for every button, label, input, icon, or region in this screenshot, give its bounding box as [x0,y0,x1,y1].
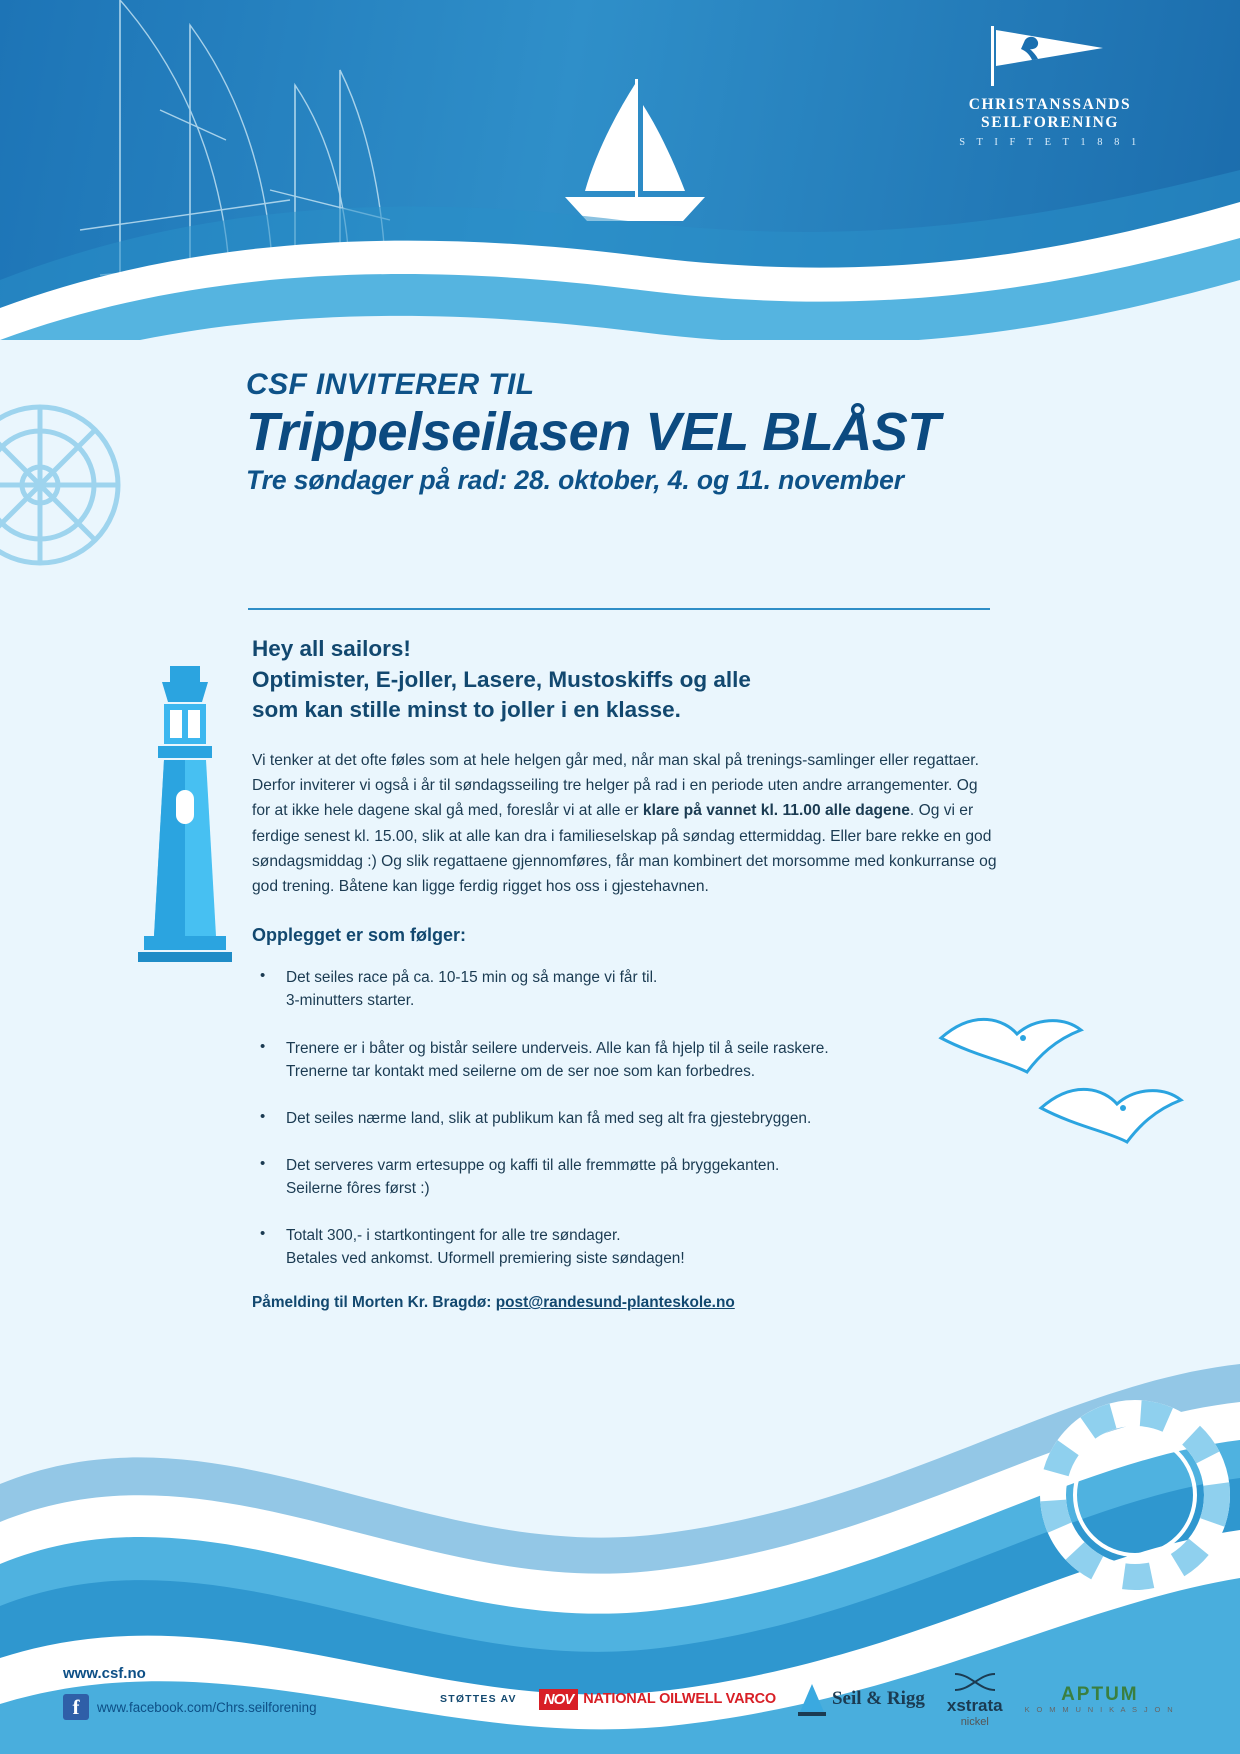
burgee-flag-icon [985,22,1115,90]
website-link[interactable]: www.csf.no [63,1665,146,1682]
signup-label: Påmelding til Morten Kr. Bragdø: [252,1294,496,1312]
lede-line-1: Hey all sailors! [252,636,411,661]
lede-line-3: som kan stille minst to joller i en klasse. [252,697,681,723]
sponsor-aptum-sub: K O M M U N I K A S J O N [1024,1704,1176,1714]
headline-kicker: CSF INVITERER TIL [246,368,535,401]
sponsor-aptum-name: APTUM [1061,1684,1139,1706]
facebook-link[interactable]: www.facebook.com/Chrs.seilforening [97,1699,317,1715]
sponsor-seil-og-rigg [798,1682,925,1716]
intro-emphasis: klare på vannet kl. 11.00 alle dagene [642,802,910,820]
list-item: • Totalt 300,- i startkontingent for alle tre søndager. Betales ved ankomst. Uformell premiering siste søndagen! [252,1224,997,1270]
lede-heading [252,634,997,726]
list-item: • Det seiles nærme land, slik at publikum kan få med seg alt fra gjestebryggen. [252,1107,997,1130]
club-name: CHRISTANSSANDS SEILFORENING [968,96,1132,131]
top-wave-decoration [0,130,1240,340]
lede-line-2: Optimister, E-joller, Lasere, Mustoskiffs og alle [252,666,751,692]
list-item: • Det serveres varm ertesuppe og kaffi til alle fremmøtte på bryggekanten. Seilerne fôres først :) [252,1154,997,1200]
header-banner [0,0,1240,340]
lighthouse-illustration [120,660,250,990]
headline-block [246,368,1186,496]
list-item: • Det seiles race på ca. 10-15 min og så mange vi får til. 3-minutters starter. [252,966,997,1012]
xstrata-logo-icon [953,1671,997,1693]
sponsor-nov-name: NATIONAL OILWELL VARCO [583,1691,776,1708]
headline-dates: Tre søndager på rad: 28. oktober, 4. og 11. november [246,465,904,496]
sponsor-national-oilwell-varco [539,1689,776,1710]
intro-part-1: Vi tenker at det ofte føles som at hele helgen går med, når man skal på trenings-samlinger eller regattaer. Derfor inviterer vi også i år til søndagsseiling tre helger på rad i en periode uten andre arrangementer. Og for at ikke hele dagene skal gå med, foreslår vi at alle er [252,751,979,820]
club-founded: S T I F T E T 1 8 8 1 [959,137,1141,148]
signup-email-link[interactable]: post@randesund-planteskole.no [495,1294,735,1312]
sponsor-xstrata-name: xstrata [946,1696,1003,1716]
section-divider [248,608,990,610]
program-subheading: Opplegget er som følger: [252,925,467,946]
program-list [252,966,997,1270]
intro-paragraph [252,748,997,900]
facebook-icon[interactable]: f [63,1694,89,1720]
seil-rigg-logo-icon [798,1682,826,1716]
sponsor-aptum [1025,1684,1175,1714]
body-content [252,634,997,1312]
lifebuoy-icon [1040,1400,1230,1590]
footer [0,1624,1240,1754]
sponsor-xstrata [947,1671,1003,1728]
intro-part-2: . Og vi er ferdige senest kl. 15.00, slik at alle kan dra i familieselskap på søndag ettermiddag. Eller bare rekke en god søndagsmiddag :) Og slik regattaene gjennomføres, får man kombinert det morsomme med konkurranse og god trening. Båtene kan ligge ferdig rigget hos oss i gjestehavnen. [252,802,997,896]
sponsor-seil-rigg-name: Seil & Rigg [831,1688,925,1710]
ship-wheel-icon [0,385,140,585]
sponsor-bar [440,1671,1175,1728]
facebook-row[interactable] [63,1694,317,1720]
list-item: • Trenere er i båter og bistår seilere underveis. Alle kan få hjelp til å seile raskere. Trenerne tar kontakt med seilerne om de ser noe som kan forbedres. [252,1037,997,1083]
sponsor-nov-mark: NOV [539,1689,579,1710]
sponsors-label: STØTTES AV [440,1693,517,1706]
sponsor-xstrata-sub: nickel [960,1715,989,1728]
headline-title: Trippelseilasen VEL BLÅST [246,402,940,462]
